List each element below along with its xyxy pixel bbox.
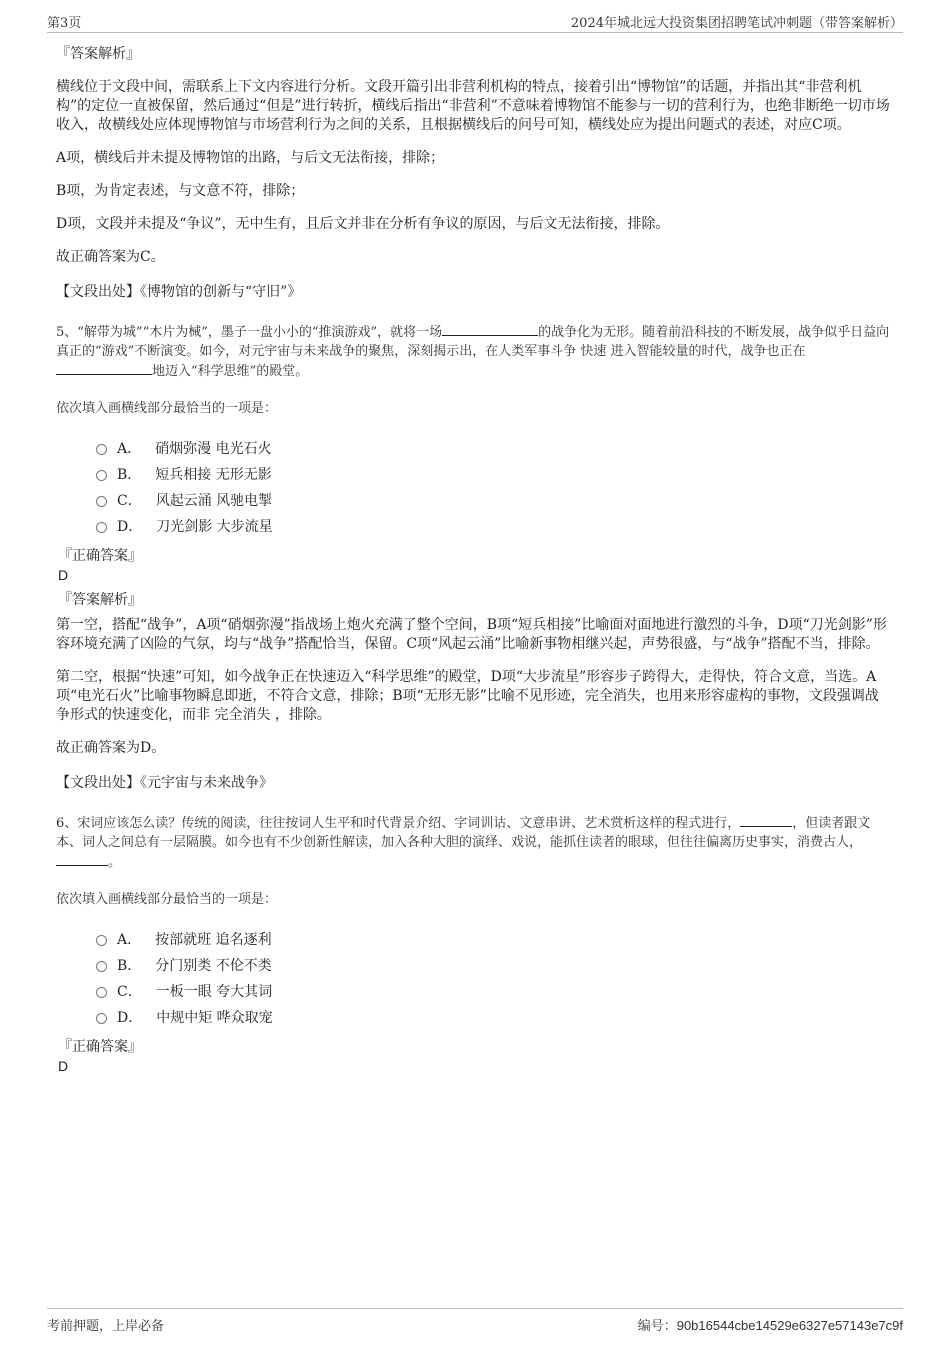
- radio-button[interactable]: [96, 470, 107, 481]
- analysis-paragraph: D项，文段并未提及“争议”，无中生有，且后文并非在分析有争议的原因，与后文无法衔接，排除。: [56, 216, 670, 232]
- document-title: 2024年城北远大投资集团招聘笔试冲刺题（带答案解析）: [570, 16, 903, 31]
- option-c[interactable]: C． 一板一眼 夸大其词: [96, 979, 892, 1005]
- fill-blank: [56, 852, 108, 866]
- fill-blank: [56, 361, 152, 375]
- analysis-label: 『答案解析』: [58, 592, 142, 608]
- radio-button[interactable]: [96, 496, 107, 507]
- question-5-hint: 依次填入画横线部分最恰当的一项是：: [56, 401, 278, 416]
- document-code: 编号：90b16544cbe14529e6327e57143e7c9f: [637, 1318, 903, 1334]
- correct-answer-label: 『正确答案』: [58, 548, 142, 564]
- option-c[interactable]: C． 风起云涌 风驰电掣: [96, 488, 892, 514]
- radio-button[interactable]: [96, 987, 107, 998]
- page-footer: [47, 1308, 903, 1335]
- conclusion-paragraph: 故正确答案为C。: [56, 249, 165, 265]
- option-b[interactable]: B． 分门别类 不伦不类: [96, 953, 892, 979]
- analysis-paragraph: B项，为肯定表述，与文意不符，排除；: [56, 183, 305, 199]
- conclusion-paragraph: 故正确答案为D。: [56, 740, 166, 756]
- source-citation: 【文段出处】《博物馆的创新与“守旧”》: [56, 284, 302, 300]
- radio-button[interactable]: [96, 444, 107, 455]
- question-5-options: [96, 436, 892, 540]
- option-b[interactable]: B． 短兵相接 无形无影: [96, 462, 892, 488]
- radio-button[interactable]: [96, 1013, 107, 1024]
- option-d[interactable]: D． 中规中矩 哗众取宠: [96, 1005, 892, 1031]
- correct-answer: D: [58, 567, 69, 583]
- option-a[interactable]: A． 硝烟弥漫 电光石火: [96, 436, 892, 462]
- fill-blank: [442, 322, 538, 336]
- analysis-paragraph: 横线位于文段中间，需联系上下文内容进行分析。文段开篇引出非营利机构的特点，接着引出“博物馆”的话题，并指出其“非营利机构”的定位一直被保留，然后通过“但是”进行转折，横线后指出“非营利”不意味着博物馆不能参与一切的营利行为，也绝非断绝一切市场收入，故横线处应体现博物馆与市场营利行为之间的关系，且根据横线后的问号可知，横线处应为提出问题式的表述，对应C项。: [56, 79, 890, 133]
- question-6-hint: 依次填入画横线部分最恰当的一项是：: [56, 892, 278, 907]
- analysis-paragraph: 第二空，根据“快速”可知，如今战争正在快速迈入“科学思维”的殿堂，D项“大步流星”形容步子跨得大，走得快，符合文意，当选。A项“电光石火”比喻事物瞬息即逝，不符合文意，排除；B项“无形无影”比喻不见形迹，完全消失，也用来形容虚构的事物，文段强调战争形式的快速变化，而非 完全消失 ，排除。: [56, 669, 879, 723]
- source-citation: 【文段出处】《元宇宙与未来战争》: [56, 775, 273, 791]
- option-a[interactable]: A． 按部就班 追名逐利: [96, 927, 892, 953]
- question-6-options: [96, 927, 892, 1031]
- option-d[interactable]: D． 刀光剑影 大步流星: [96, 514, 892, 540]
- footer-slogan: 考前押题，上岸必备: [47, 1319, 165, 1334]
- page-header: [47, 10, 903, 33]
- radio-button[interactable]: [96, 961, 107, 972]
- analysis-paragraph: A项，横线后并未提及博物馆的出路，与后文无法衔接，排除；: [56, 150, 445, 166]
- question-5-text: 5、“解带为城”“木片为械”，墨子一盘小小的“推演游戏”，就将一场 的战争化为无形。随着前沿科技的不断发展，战争似乎日益向真正的“游戏”不断演变。如今，对元宇宙与未来战争的聚焦，深刻揭示出，在人类军事斗争 快速 进入智能较量的时代，战争也正在 地迈入“科学思维”的殿堂。: [56, 322, 892, 381]
- correct-answer: D: [58, 1058, 69, 1074]
- question-6-text: 6、宋词应该怎么读？传统的阅读，往往按词人生平和时代背景介绍、字词训诂、文意串讲、艺术赏析这样的程式进行， ，但读者跟文本、词人之间总有一层隔膜。如今也有不少创新性解读，加入各种大胆的演绎、戏说，能抓住读者的眼球，但往往偏离历史事实，消费古人，。: [56, 813, 892, 872]
- page-content: [56, 44, 892, 1075]
- page-number: 第3页: [47, 16, 82, 31]
- correct-answer-label: 『正确答案』: [58, 1039, 142, 1055]
- radio-button[interactable]: [96, 522, 107, 533]
- analysis-paragraph: 第一空，搭配“战争”，A项“硝烟弥漫”指战场上炮火充满了整个空间，B项“短兵相接”比喻面对面地进行激烈的斗争，D项“刀光剑影”形容环境充满了凶险的气氛，均与“战争”搭配恰当，保留。C项“风起云涌”比喻新事物相继兴起，声势很盛，与“战争”搭配不当，排除。: [56, 617, 887, 652]
- fill-blank: [740, 813, 792, 827]
- analysis-label: 『答案解析』: [56, 46, 140, 62]
- radio-button[interactable]: [96, 935, 107, 946]
